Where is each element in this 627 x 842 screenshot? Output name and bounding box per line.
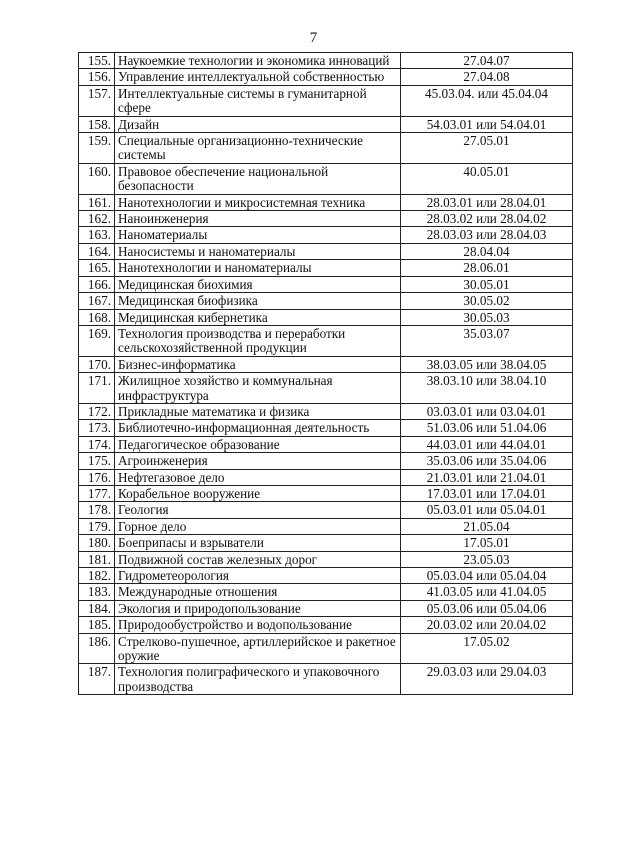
row-number-cell: 165.: [79, 260, 115, 276]
direction-code-cell: 35.03.07: [401, 325, 573, 356]
table-row: [79, 403, 573, 419]
row-number-cell: 167.: [79, 293, 115, 309]
direction-code-cell: 30.05.02: [401, 293, 573, 309]
direction-name-cell: Агроинженерия: [115, 453, 401, 469]
direction-code-cell: 27.05.01: [401, 133, 573, 164]
table-row: [79, 453, 573, 469]
row-number-cell: 159.: [79, 133, 115, 164]
direction-code-cell: 05.03.01 или 05.04.01: [401, 502, 573, 518]
row-number-cell: 168.: [79, 309, 115, 325]
table-row: [79, 116, 573, 132]
row-number-cell: 163.: [79, 227, 115, 243]
direction-name-cell: Наноинженерия: [115, 211, 401, 227]
table-row: [79, 211, 573, 227]
direction-name-cell: Горное дело: [115, 518, 401, 534]
row-number-cell: 177.: [79, 485, 115, 501]
page-number: 7: [309, 30, 318, 46]
direction-name-cell: Экология и природопользование: [115, 600, 401, 616]
direction-code-cell: 29.03.03 или 29.04.03: [401, 664, 573, 695]
row-number-cell: 186.: [79, 633, 115, 664]
row-number-cell: 183.: [79, 584, 115, 600]
direction-name-cell: Интеллектуальные системы в гуманитарной сфере: [115, 85, 401, 116]
direction-name-cell: Наноматериалы: [115, 227, 401, 243]
direction-name-cell: Гидрометеорология: [115, 568, 401, 584]
direction-code-cell: 20.03.02 или 20.04.02: [401, 617, 573, 633]
direction-code-cell: 21.05.04: [401, 518, 573, 534]
table-row: [79, 584, 573, 600]
table-row: [79, 373, 573, 404]
table-row: [79, 568, 573, 584]
direction-code-cell: 17.05.01: [401, 535, 573, 551]
table-row: [79, 163, 573, 194]
direction-code-cell: 28.03.03 или 28.04.03: [401, 227, 573, 243]
table-row: [79, 551, 573, 567]
row-number-cell: 182.: [79, 568, 115, 584]
direction-name-cell: Дизайн: [115, 116, 401, 132]
table-row: [79, 227, 573, 243]
direction-code-cell: 41.03.05 или 41.04.05: [401, 584, 573, 600]
row-number-cell: 172.: [79, 403, 115, 419]
direction-name-cell: Нефтегазовое дело: [115, 469, 401, 485]
table-row: [79, 420, 573, 436]
row-number-cell: 162.: [79, 211, 115, 227]
table-row: [79, 69, 573, 85]
table-row: [79, 53, 573, 69]
table-row: [79, 260, 573, 276]
direction-name-cell: Бизнес-информатика: [115, 356, 401, 372]
table-row: [79, 664, 573, 695]
table-row: [79, 633, 573, 664]
direction-code-cell: 28.03.02 или 28.04.02: [401, 211, 573, 227]
direction-code-cell: 40.05.01: [401, 163, 573, 194]
table-row: [79, 243, 573, 259]
directions-table: [78, 52, 573, 695]
table-row: [79, 485, 573, 501]
table-row: [79, 133, 573, 164]
direction-name-cell: Наносистемы и наноматериалы: [115, 243, 401, 259]
direction-name-cell: Международные отношения: [115, 584, 401, 600]
row-number-cell: 155.: [79, 53, 115, 69]
direction-name-cell: Стрелково-пушечное, артиллерийское и ракетное оружие: [115, 633, 401, 664]
direction-code-cell: 17.05.02: [401, 633, 573, 664]
direction-code-cell: 28.03.01 или 28.04.01: [401, 194, 573, 210]
direction-code-cell: 05.03.06 или 05.04.06: [401, 600, 573, 616]
direction-code-cell: 28.04.04: [401, 243, 573, 259]
table-body: [79, 53, 573, 695]
direction-name-cell: Наукоемкие технологии и экономика инноваций: [115, 53, 401, 69]
direction-code-cell: 27.04.08: [401, 69, 573, 85]
table-row: [79, 325, 573, 356]
row-number-cell: 170.: [79, 356, 115, 372]
direction-name-cell: Правовое обеспечение национальной безопасности: [115, 163, 401, 194]
table-row: [79, 356, 573, 372]
table-row: [79, 617, 573, 633]
row-number-cell: 178.: [79, 502, 115, 518]
row-number-cell: 164.: [79, 243, 115, 259]
table-row: [79, 276, 573, 292]
row-number-cell: 156.: [79, 69, 115, 85]
direction-name-cell: Подвижной состав железных дорог: [115, 551, 401, 567]
direction-name-cell: Медицинская кибернетика: [115, 309, 401, 325]
table-row: [79, 436, 573, 452]
row-number-cell: 180.: [79, 535, 115, 551]
row-number-cell: 179.: [79, 518, 115, 534]
row-number-cell: 157.: [79, 85, 115, 116]
direction-name-cell: Корабельное вооружение: [115, 485, 401, 501]
table-row: [79, 600, 573, 616]
direction-code-cell: 30.05.03: [401, 309, 573, 325]
direction-code-cell: 23.05.03: [401, 551, 573, 567]
row-number-cell: 166.: [79, 276, 115, 292]
row-number-cell: 174.: [79, 436, 115, 452]
direction-code-cell: 05.03.04 или 05.04.04: [401, 568, 573, 584]
row-number-cell: 184.: [79, 600, 115, 616]
direction-code-cell: 54.03.01 или 54.04.01: [401, 116, 573, 132]
direction-name-cell: Геология: [115, 502, 401, 518]
direction-name-cell: Нанотехнологии и микросистемная техника: [115, 194, 401, 210]
direction-name-cell: Прикладные математика и физика: [115, 403, 401, 419]
direction-code-cell: 45.03.04. или 45.04.04: [401, 85, 573, 116]
direction-code-cell: 28.06.01: [401, 260, 573, 276]
row-number-cell: 173.: [79, 420, 115, 436]
row-number-cell: 171.: [79, 373, 115, 404]
row-number-cell: 187.: [79, 664, 115, 695]
direction-code-cell: 27.04.07: [401, 53, 573, 69]
direction-code-cell: 44.03.01 или 44.04.01: [401, 436, 573, 452]
direction-code-cell: 51.03.06 или 51.04.06: [401, 420, 573, 436]
direction-name-cell: Медицинская биофизика: [115, 293, 401, 309]
direction-code-cell: 35.03.06 или 35.04.06: [401, 453, 573, 469]
direction-name-cell: Природообустройство и водопользование: [115, 617, 401, 633]
table-row: [79, 293, 573, 309]
row-number-cell: 169.: [79, 325, 115, 356]
table-row: [79, 502, 573, 518]
table-row: [79, 518, 573, 534]
direction-code-cell: 21.03.01 или 21.04.01: [401, 469, 573, 485]
direction-name-cell: Жилищное хозяйство и коммунальная инфраструктура: [115, 373, 401, 404]
row-number-cell: 158.: [79, 116, 115, 132]
direction-name-cell: Специальные организационно-технические системы: [115, 133, 401, 164]
table-row: [79, 194, 573, 210]
direction-code-cell: 17.03.01 или 17.04.01: [401, 485, 573, 501]
table-row: [79, 469, 573, 485]
row-number-cell: 185.: [79, 617, 115, 633]
row-number-cell: 161.: [79, 194, 115, 210]
row-number-cell: 175.: [79, 453, 115, 469]
table-row: [79, 85, 573, 116]
direction-name-cell: Технология производства и переработки сельскохозяйственной продукции: [115, 325, 401, 356]
direction-name-cell: Медицинская биохимия: [115, 276, 401, 292]
table-row: [79, 309, 573, 325]
row-number-cell: 181.: [79, 551, 115, 567]
direction-name-cell: Библиотечно-информационная деятельность: [115, 420, 401, 436]
direction-code-cell: 38.03.05 или 38.04.05: [401, 356, 573, 372]
row-number-cell: 160.: [79, 163, 115, 194]
direction-name-cell: Управление интеллектуальной собственностью: [115, 69, 401, 85]
direction-name-cell: Педагогическое образование: [115, 436, 401, 452]
table-row: [79, 535, 573, 551]
direction-code-cell: 03.03.01 или 03.04.01: [401, 403, 573, 419]
direction-name-cell: Нанотехнологии и наноматериалы: [115, 260, 401, 276]
direction-code-cell: 38.03.10 или 38.04.10: [401, 373, 573, 404]
direction-name-cell: Боеприпасы и взрыватели: [115, 535, 401, 551]
direction-code-cell: 30.05.01: [401, 276, 573, 292]
direction-name-cell: Технология полиграфического и упаковочного производства: [115, 664, 401, 695]
row-number-cell: 176.: [79, 469, 115, 485]
